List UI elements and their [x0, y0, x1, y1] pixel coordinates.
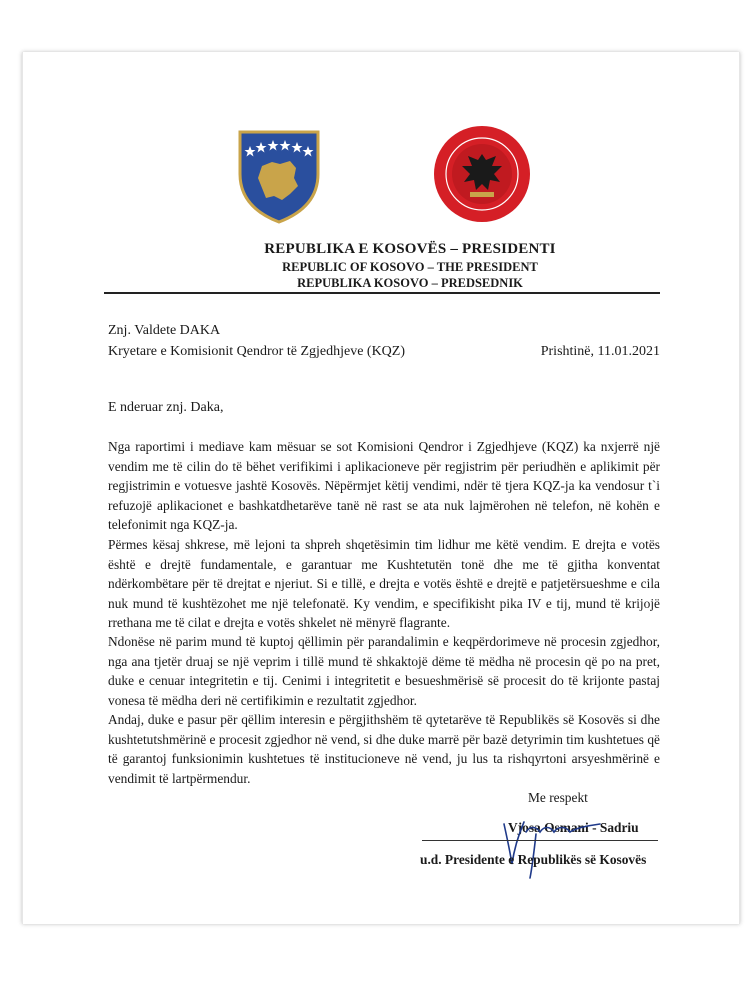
signature-line: [422, 840, 658, 841]
letterhead-divider: [104, 292, 660, 294]
handwritten-signature-icon: [496, 812, 614, 882]
presidential-seal-icon: [432, 124, 532, 224]
letterhead-title: REPUBLIKA E KOSOVËS – PRESIDENTI: [264, 241, 556, 257]
addressee-title: Kryetare e Komisionit Qendror të Zgjedhjeve (KQZ): [108, 344, 406, 359]
letterhead: [150, 240, 670, 291]
salutation: E nderuar znj. Daka,: [108, 400, 224, 415]
body-paragraph: Ndonëse në parim mund të kuptoj qëllimin për parandalimin e keqpërdorimeve në procesin zgjedhor, nga ana tjetër druaj se një veprim i tillë mund të shkaktojë dëme të mëdha në procesin që po na pret, duke e cenuar integritetin e tij. Cenimi i integritetit e besueshmërisë së procesit do të krijonte pastaj vonesa të mëdha deri në certifikimin e rezultatit zgjedhor.: [108, 634, 660, 708]
body-paragraph: Nga raportimi i mediave kam mësuar se sot Komisioni Qendror i Zgjedhjeve (KQZ) ka nxjerrë një vendim me të cilin do të bëhet verifikimi i aplikacioneve për regjistrim për periudhën e aplikimit për regjistrimin e votuesve jashtë Kosovës. Nëpërmjet këtij vendimi, ndër të tjera KQZ-ja ka vendosur t`i refuzojë aplikacionet e bashkatdhetarëve tanë në rast se ata nuk lajmërohen në telefon, në kohën e telefonimit nga KQZ-ja.: [108, 439, 660, 532]
letterhead-title-english: REPUBLIC OF KOSOVO – THE PRESIDENT: [282, 260, 538, 274]
letter-date: Prishtinë, 11.01.2021: [540, 344, 660, 359]
signer-name: Vjosa Osmani - Sadriu: [508, 820, 639, 835]
body-paragraph: Andaj, duke e pasur për qëllim interesin e përgjithshëm të qytetarëve të Republikës së Kosovës si dhe kushtetutshmërinë e procesit zgjedhor në vend, si dhe duke marrë për bazë detyrimin tim kushtetues që të garantoj funksionimin kushtetues të institucioneve në vend, ju lus ta rishqyrtoni arsyeshmërinë e vendimit të lartpërmendur.: [108, 712, 660, 786]
body-paragraph: Përmes kësaj shkrese, më lejoni ta shpreh shqetësimin tim lidhur me këtë vendim. E drejta e votës është e drejtë fundamentale, e garantuar me Kushtetutën tonë dhe me të gjitha konventat ndërkombëtare për të drejtat e njeriut. Si e tillë, e drejta e votës është e drejtë e patjetërsueshme e cila nuk mund të kushtëzohet me një telefonatë. Ky vendim, e specifikisht pika IV e tij, mund të krijojë rrethana me të cilat e drejta e votës shkelet në mënyrë flagrante.: [108, 537, 660, 630]
kosovo-coat-of-arms-icon: [236, 128, 322, 224]
letterhead-title-serbian: REPUBLIKA KOSOVO – PREDSEDNIK: [297, 276, 523, 290]
addressee-block: [108, 320, 405, 362]
closing: Me respekt: [528, 790, 588, 805]
signer-title: u.d. Presidente e Republikës së Kosovës: [420, 852, 647, 867]
addressee-name: Znj. Valdete DAKA: [108, 323, 221, 338]
